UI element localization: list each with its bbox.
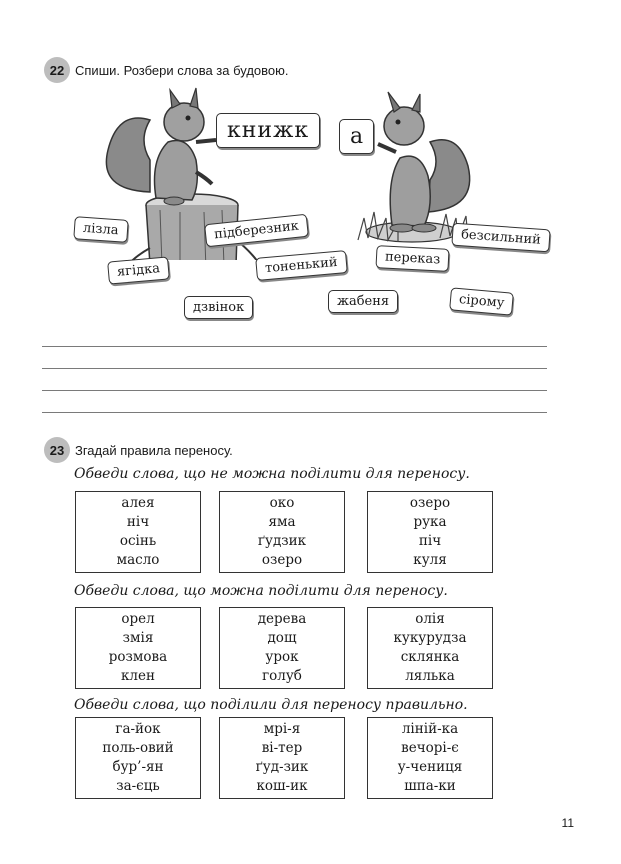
word-card: безсильний [451, 223, 550, 253]
word[interactable]: рука [413, 514, 447, 530]
word[interactable]: око [269, 495, 295, 511]
word[interactable]: ґудзик [257, 533, 307, 549]
word-card: сірому [449, 287, 514, 315]
sign-word-ending: а [339, 119, 374, 154]
writing-line[interactable] [42, 346, 547, 347]
word[interactable]: озеро [409, 495, 451, 511]
word[interactable]: озеро [261, 552, 303, 568]
word[interactable]: голуб [262, 668, 302, 684]
instruction-1: Обведи слова, що не можна поділити для переносу. [74, 466, 470, 482]
word[interactable]: масло [116, 552, 160, 568]
word[interactable]: ві-тер [261, 740, 303, 756]
word-box [75, 491, 201, 573]
instruction-3: Обведи слова, що поділили для переносу правильно. [74, 697, 468, 713]
word[interactable]: склянка [400, 649, 460, 665]
squirrel-right-icon [378, 92, 470, 232]
word[interactable]: осінь [119, 533, 157, 549]
word[interactable]: дерева [257, 611, 307, 627]
word[interactable]: яма [268, 514, 296, 530]
word[interactable]: розмова [108, 649, 168, 665]
word-box [219, 717, 345, 799]
word-box [367, 491, 493, 573]
word-card: лізла [73, 216, 128, 243]
word-card: ягідка [107, 256, 170, 284]
writing-line[interactable] [42, 390, 547, 391]
word[interactable]: поль-овий [102, 740, 174, 756]
word[interactable]: кош-ик [256, 778, 308, 794]
word-card: жабеня [328, 290, 398, 313]
writing-line[interactable] [42, 368, 547, 369]
word[interactable]: дощ [267, 630, 297, 646]
word[interactable]: за-єць [116, 778, 160, 794]
word[interactable]: бур’-ян [112, 759, 164, 775]
word[interactable]: шпа-ки [404, 778, 456, 794]
word[interactable]: урок [265, 649, 299, 665]
word[interactable]: ніч [126, 514, 150, 530]
word[interactable]: кукурудза [393, 630, 467, 646]
squirrel-left-icon [106, 88, 216, 205]
task-22-title: Спиши. Розбери слова за будовою. [75, 63, 289, 78]
word-card: підберезник [204, 214, 309, 248]
sign-word-stem: книжк [216, 113, 320, 148]
word[interactable]: вечорі-є [401, 740, 459, 756]
word[interactable]: олія [415, 611, 445, 627]
word-card: дзвінок [184, 296, 253, 319]
word[interactable]: ґуд-зик [255, 759, 309, 775]
word-box [219, 491, 345, 573]
word[interactable]: алея [121, 495, 155, 511]
word[interactable]: піч [418, 533, 442, 549]
word-box [367, 607, 493, 689]
word-box [75, 607, 201, 689]
word-box [367, 717, 493, 799]
page-number: 11 [561, 816, 574, 830]
word[interactable]: клен [120, 668, 155, 684]
task-23-title: Згадай правила переносу. [75, 443, 233, 458]
word[interactable]: у-чениця [397, 759, 463, 775]
word-box [75, 717, 201, 799]
word-card: переказ [375, 245, 449, 272]
word[interactable]: куля [413, 552, 447, 568]
word[interactable]: змія [122, 630, 154, 646]
word[interactable]: орел [121, 611, 155, 627]
task-23-number: 23 [44, 437, 70, 463]
instruction-2: Обведи слова, що можна поділити для переносу. [74, 583, 448, 599]
word[interactable]: лялька [405, 668, 455, 684]
writing-line[interactable] [42, 412, 547, 413]
word-box [219, 607, 345, 689]
task-22-number: 22 [44, 57, 70, 83]
word[interactable]: мрі-я [263, 721, 301, 737]
word[interactable]: га-йок [115, 721, 161, 737]
word[interactable]: ліній-ка [401, 721, 459, 737]
word-card: тоненький [255, 250, 347, 281]
